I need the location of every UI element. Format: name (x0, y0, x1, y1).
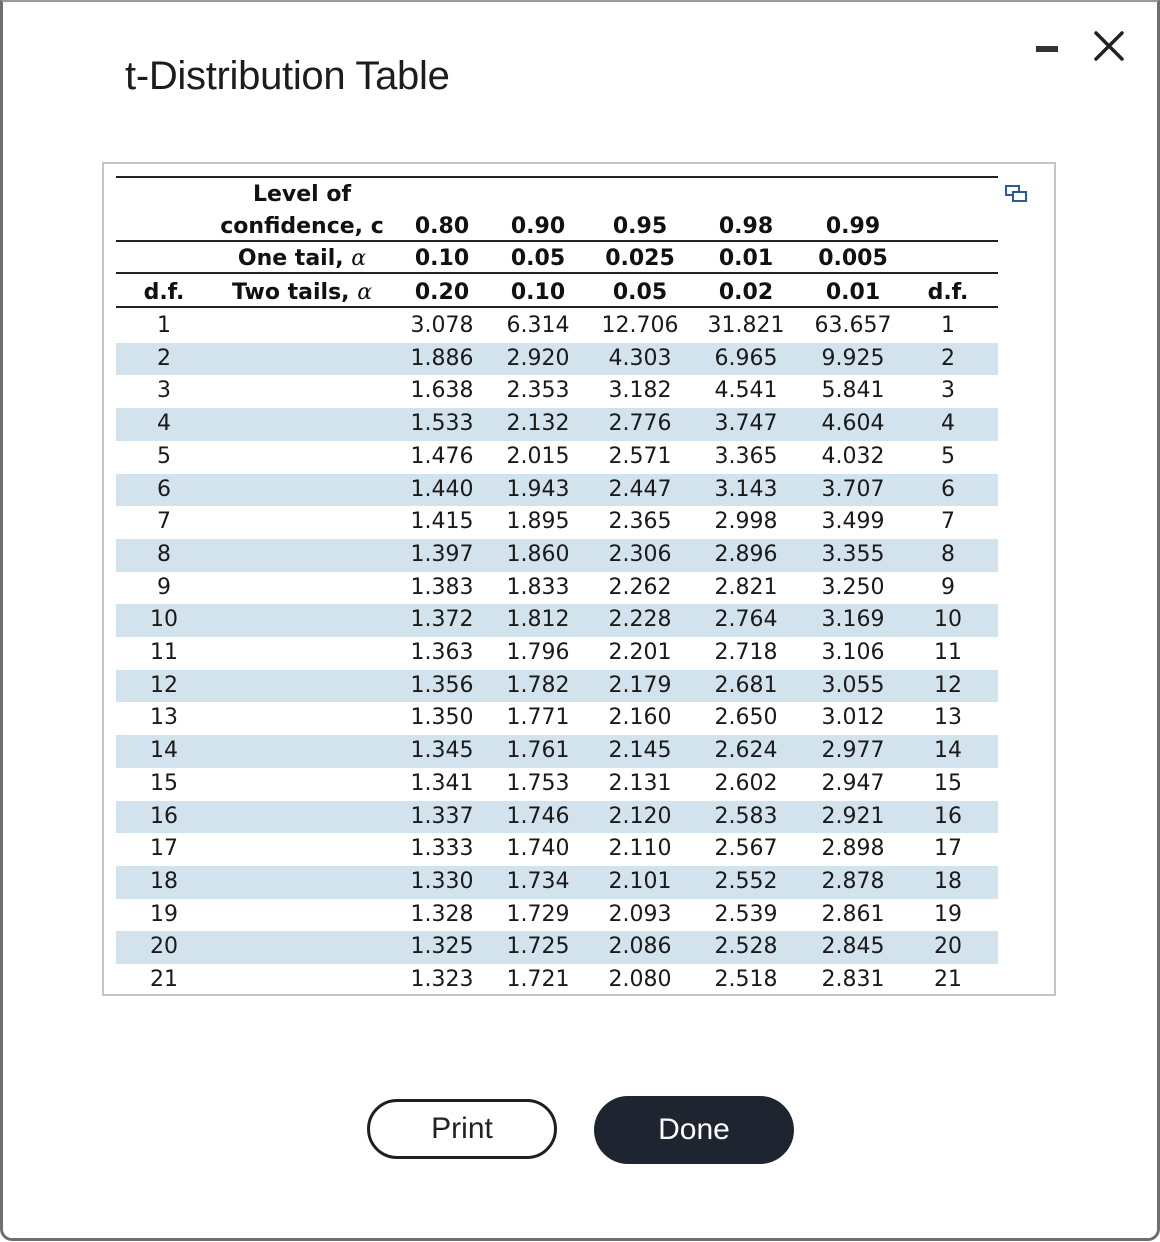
df-cell: 1 (157, 313, 171, 338)
critical-value-cell: 2.262 (608, 574, 672, 600)
critical-value-cell: 2.120 (608, 803, 672, 829)
one-tail-header-5: 0.005 (818, 246, 888, 271)
critical-value-cell: 4.303 (608, 345, 672, 371)
critical-value-cell: 1.476 (410, 443, 474, 469)
df-cell: 14 (150, 738, 178, 764)
df-cell-right: 15 (934, 770, 962, 796)
df-cell-right: 20 (934, 934, 962, 960)
table-row (116, 899, 998, 932)
critical-value-cell: 4.604 (821, 411, 885, 437)
critical-value-cell: 2.101 (608, 868, 672, 894)
critical-value-cell: 1.812 (506, 607, 570, 633)
two-tails-header-3: 0.05 (612, 280, 668, 305)
df-cell-right: 6 (941, 476, 955, 502)
critical-value-cell: 3.499 (821, 509, 885, 535)
critical-value-cell: 2.898 (821, 836, 885, 862)
critical-value-cell: 1.323 (410, 967, 474, 992)
critical-value-cell: 2.447 (608, 476, 672, 502)
df-cell-right: 1 (941, 313, 955, 338)
critical-value-cell: 4.032 (821, 443, 885, 469)
critical-value-cell: 2.086 (608, 934, 672, 960)
critical-value-cell: 1.746 (506, 803, 570, 829)
table-row (116, 833, 998, 866)
critical-value-cell: 3.250 (821, 574, 885, 600)
table-row (116, 768, 998, 801)
one-tail-header-2: 0.05 (510, 246, 566, 271)
df-cell: 3 (157, 378, 171, 404)
critical-value-cell: 2.776 (608, 411, 672, 437)
df-cell: 18 (150, 868, 178, 894)
critical-value-cell: 6.965 (714, 345, 778, 371)
level-of-label: Level of (252, 182, 352, 207)
table-row (116, 408, 998, 441)
critical-value-cell: 1.333 (410, 836, 474, 862)
critical-value-cell: 3.106 (821, 640, 885, 665)
df-cell-right: 13 (934, 705, 962, 731)
critical-value-cell: 1.771 (506, 705, 570, 731)
critical-value-cell: 1.761 (506, 738, 570, 764)
critical-value-cell: 4.541 (714, 378, 778, 404)
critical-value-cell: 1.383 (410, 574, 474, 600)
critical-value-cell: 2.947 (821, 770, 885, 796)
critical-value-cell: 1.833 (506, 574, 570, 600)
table-row (116, 441, 998, 474)
critical-value-cell: 3.012 (821, 705, 885, 731)
critical-value-cell: 2.228 (608, 607, 672, 633)
critical-value-cell: 2.583 (714, 803, 778, 829)
critical-value-cell: 1.350 (410, 705, 474, 731)
df-cell: 2 (157, 345, 171, 371)
two-tails-header-4: 0.02 (718, 280, 774, 305)
table-row (116, 931, 998, 964)
critical-value-cell: 1.330 (410, 868, 474, 894)
confidence-header-1: 0.80 (414, 214, 470, 239)
df-cell-right: 14 (934, 738, 962, 764)
critical-value-cell: 2.179 (608, 672, 672, 698)
critical-value-cell: 1.895 (506, 509, 570, 535)
print-button[interactable]: Print (367, 1099, 557, 1159)
critical-value-cell: 3.078 (410, 313, 474, 338)
critical-value-cell: 3.365 (714, 443, 778, 469)
critical-value-cell: 3.143 (714, 476, 778, 502)
df-cell: 11 (150, 640, 178, 665)
df-header-left: d.f. (143, 280, 185, 305)
critical-value-cell: 2.920 (506, 345, 570, 371)
df-cell-right: 9 (941, 574, 955, 600)
critical-value-cell: 1.415 (410, 509, 474, 535)
critical-value-cell: 3.707 (821, 476, 885, 502)
df-cell: 7 (157, 509, 171, 535)
critical-value-cell: 2.718 (714, 640, 778, 665)
table-row (116, 343, 998, 376)
one-tail-header-3: 0.025 (605, 246, 675, 271)
df-cell-right: 2 (941, 345, 955, 371)
df-cell: 10 (150, 607, 178, 633)
critical-value-cell: 2.977 (821, 738, 885, 764)
header-rule-1 (116, 240, 998, 242)
critical-value-cell: 2.110 (608, 836, 672, 862)
critical-value-cell: 2.160 (608, 705, 672, 731)
df-cell: 20 (150, 934, 178, 960)
df-cell-right: 21 (934, 967, 962, 992)
critical-value-cell: 2.201 (608, 640, 672, 665)
critical-value-cell: 6.314 (506, 313, 570, 338)
critical-value-cell: 1.372 (410, 607, 474, 633)
df-cell-right: 17 (934, 836, 962, 862)
df-cell: 15 (150, 770, 178, 796)
critical-value-cell: 2.093 (608, 901, 672, 927)
critical-value-cell: 1.345 (410, 738, 474, 764)
df-cell: 16 (150, 803, 178, 829)
one-tail-header-4: 0.01 (718, 246, 774, 271)
critical-value-cell: 31.821 (707, 313, 785, 338)
critical-value-cell: 5.841 (821, 378, 885, 404)
critical-value-cell: 1.638 (410, 378, 474, 404)
copy-window-icon[interactable] (1004, 184, 1030, 204)
table-row (116, 866, 998, 899)
df-cell-right: 11 (934, 640, 962, 665)
df-cell: 12 (150, 672, 178, 698)
critical-value-cell: 2.764 (714, 607, 778, 633)
critical-value-cell: 2.896 (714, 541, 778, 567)
two-tails-header-5: 0.01 (825, 280, 881, 305)
minimize-icon[interactable] (1033, 40, 1059, 58)
two-tails-label: Two tails, α (231, 280, 373, 305)
critical-value-cell: 2.861 (821, 901, 885, 927)
critical-value-cell: 9.925 (821, 345, 885, 371)
critical-value-cell: 2.132 (506, 411, 570, 437)
critical-value-cell: 2.145 (608, 738, 672, 764)
table-row (116, 310, 998, 343)
critical-value-cell: 2.528 (714, 934, 778, 960)
table-top-rule (116, 176, 998, 178)
critical-value-cell: 1.729 (506, 901, 570, 927)
table-row (116, 702, 998, 735)
critical-value-cell: 2.681 (714, 672, 778, 698)
table-row (116, 572, 998, 605)
confidence-header-5: 0.99 (825, 214, 881, 239)
one-tail-header-1: 0.10 (414, 246, 470, 271)
critical-value-cell: 2.921 (821, 803, 885, 829)
table-row (116, 670, 998, 703)
critical-value-cell: 1.341 (410, 770, 474, 796)
df-header-right: d.f. (927, 280, 969, 305)
df-cell-right: 10 (934, 607, 962, 633)
table-row (116, 735, 998, 768)
critical-value-cell: 2.552 (714, 868, 778, 894)
critical-value-cell: 2.518 (714, 967, 778, 992)
df-cell-right: 4 (941, 411, 955, 437)
df-cell-right: 16 (934, 803, 962, 829)
table-row (116, 474, 998, 507)
critical-value-cell: 1.796 (506, 640, 570, 665)
critical-value-cell: 2.878 (821, 868, 885, 894)
confidence-header-4: 0.98 (718, 214, 774, 239)
critical-value-cell: 1.721 (506, 967, 570, 992)
table-row (116, 637, 998, 670)
df-cell-right: 18 (934, 868, 962, 894)
header-rule-3 (116, 306, 998, 308)
critical-value-cell: 2.080 (608, 967, 672, 992)
critical-value-cell: 3.355 (821, 541, 885, 567)
critical-value-cell: 1.860 (506, 541, 570, 567)
critical-value-cell: 2.998 (714, 509, 778, 535)
critical-value-cell: 1.753 (506, 770, 570, 796)
df-cell-right: 19 (934, 901, 962, 927)
df-cell: 19 (150, 901, 178, 927)
critical-value-cell: 2.131 (608, 770, 672, 796)
critical-value-cell: 2.365 (608, 509, 672, 535)
critical-value-cell: 12.706 (601, 313, 679, 338)
critical-value-cell: 2.353 (506, 378, 570, 404)
critical-value-cell: 3.169 (821, 607, 885, 633)
critical-value-cell: 1.725 (506, 934, 570, 960)
df-cell: 17 (150, 836, 178, 862)
critical-value-cell: 1.943 (506, 476, 570, 502)
confidence-header-3: 0.95 (612, 214, 668, 239)
critical-value-cell: 2.015 (506, 443, 570, 469)
confidence-header-2: 0.90 (510, 214, 566, 239)
critical-value-cell: 2.567 (714, 836, 778, 862)
two-tails-header-2: 0.10 (510, 280, 566, 305)
df-cell-right: 7 (941, 509, 955, 535)
critical-value-cell: 2.831 (821, 967, 885, 992)
df-cell: 13 (150, 705, 178, 731)
critical-value-cell: 3.747 (714, 411, 778, 437)
table-row (116, 801, 998, 834)
critical-value-cell: 1.328 (410, 901, 474, 927)
df-cell: 9 (157, 574, 171, 600)
critical-value-cell: 2.539 (714, 901, 778, 927)
critical-value-cell: 1.734 (506, 868, 570, 894)
close-icon[interactable] (1091, 28, 1127, 64)
critical-value-cell: 63.657 (814, 313, 892, 338)
critical-value-cell: 1.782 (506, 672, 570, 698)
table-row (116, 506, 998, 539)
critical-value-cell: 2.602 (714, 770, 778, 796)
critical-value-cell: 1.740 (506, 836, 570, 862)
one-tail-label: One tail, α (237, 246, 367, 271)
critical-value-cell: 2.845 (821, 934, 885, 960)
critical-value-cell: 1.363 (410, 640, 474, 665)
table-row (116, 604, 998, 637)
df-cell: 5 (157, 443, 171, 469)
critical-value-cell: 1.397 (410, 541, 474, 567)
table-row (116, 375, 998, 408)
table-row (116, 539, 998, 572)
df-cell: 4 (157, 411, 171, 437)
critical-value-cell: 3.055 (821, 672, 885, 698)
critical-value-cell: 2.306 (608, 541, 672, 567)
critical-value-cell: 2.650 (714, 705, 778, 731)
df-cell: 21 (150, 967, 178, 992)
critical-value-cell: 2.624 (714, 738, 778, 764)
df-cell-right: 3 (941, 378, 955, 404)
critical-value-cell: 2.821 (714, 574, 778, 600)
df-cell-right: 8 (941, 541, 955, 567)
critical-value-cell: 1.886 (410, 345, 474, 371)
done-button[interactable]: Done (594, 1096, 794, 1164)
df-cell-right: 5 (941, 443, 955, 469)
critical-value-cell: 1.440 (410, 476, 474, 502)
header-rule-2 (116, 272, 998, 274)
dialog-title: t-Distribution Table (125, 54, 450, 98)
critical-value-cell: 2.571 (608, 443, 672, 469)
critical-value-cell: 1.533 (410, 411, 474, 437)
table-row (116, 964, 998, 997)
critical-value-cell: 1.325 (410, 934, 474, 960)
critical-value-cell: 1.356 (410, 672, 474, 698)
two-tails-header-1: 0.20 (414, 280, 470, 305)
df-cell: 6 (157, 476, 171, 502)
critical-value-cell: 3.182 (608, 378, 672, 404)
df-cell: 8 (157, 541, 171, 567)
critical-value-cell: 1.337 (410, 803, 474, 829)
confidence-label: confidence, c (220, 214, 384, 239)
df-cell-right: 12 (934, 672, 962, 698)
